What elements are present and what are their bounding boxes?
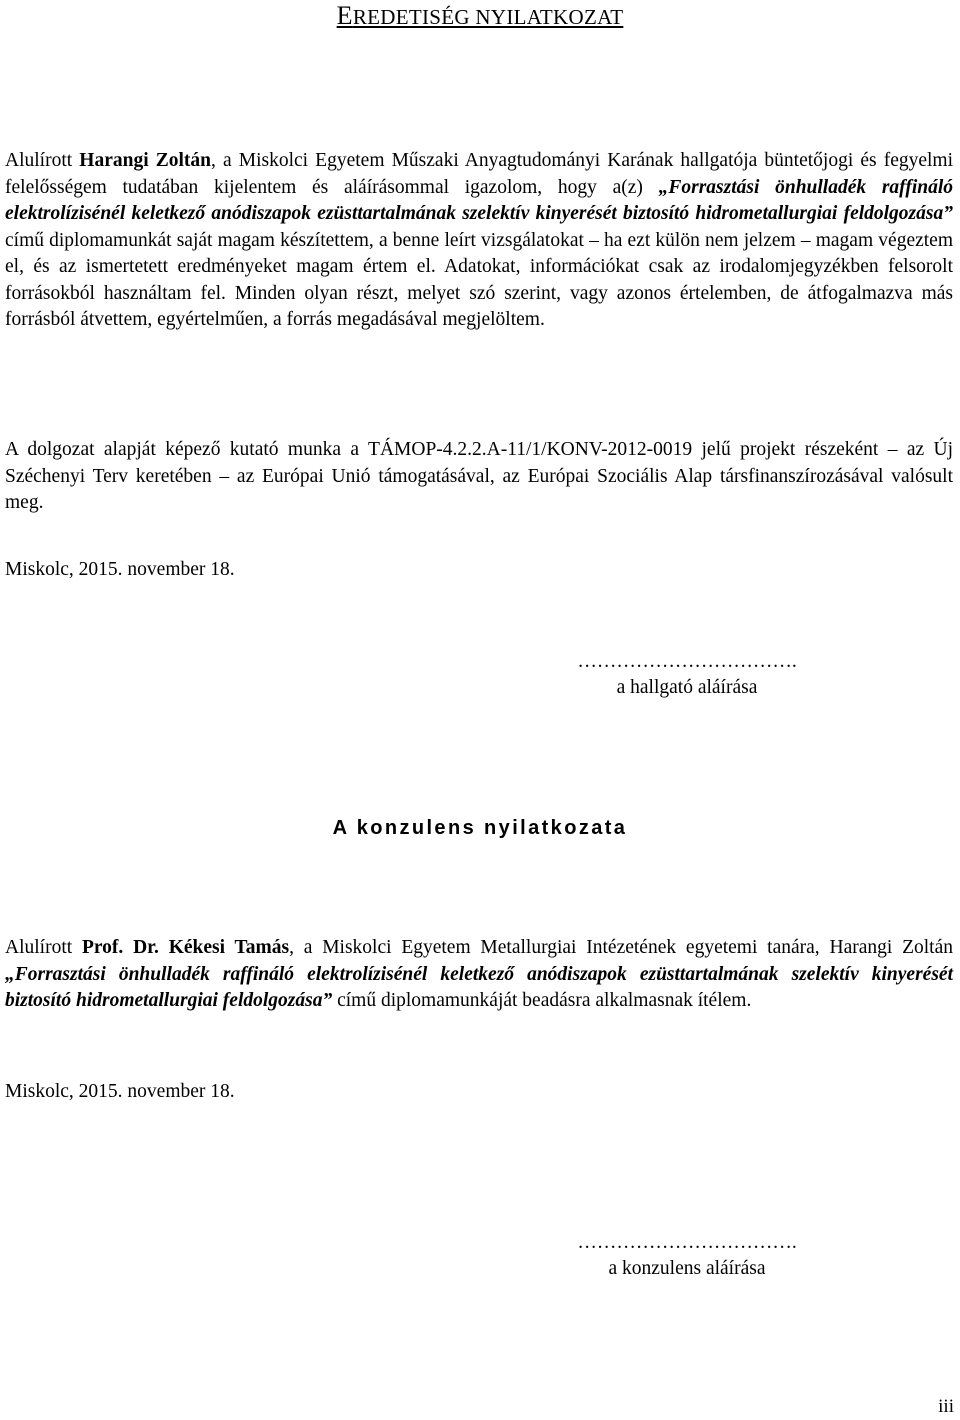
p1-text-a: Alulírott (5, 150, 80, 171)
thesis-title: „Forrasztási önhulladék raffináló elektrolízisénél keletkező anódiszapok ezüsttartalmának szelektív kinyerését biztosító hidrometallurgiai feldolgozása” (5, 176, 953, 224)
consultant-heading: A konzulens nyilatkozata (332, 817, 628, 839)
student-name: Harangi Zoltán (79, 150, 211, 171)
page-number: iii (938, 1396, 954, 1417)
p1-text-c: című diplomamunkát saját magam készítettem, a benne leírt vizsgálatokat – ha ezt külön nem jelzem – magam végeztem el, és az ismertetett eredményeket magam értem el. Adatokat, információkat csak az irodalomjegyzékben felsorolt forrásokból használtam fel. Minden olyan részt, melyet szó szerint, vagy azonos értelemben, de átfogalmazva más forrásból átvettem, egyértelműen, a forrás megadásával megjelöltem. (5, 229, 953, 330)
p3-text-c: című diplomamunkáját beadásra alkalmasnak ítélem. (332, 990, 752, 1011)
title-rest: REDETISÉG NYILATKOZAT (352, 5, 624, 29)
signature-line: ……………………………. (577, 1232, 797, 1253)
thesis-title-consultant: „Forrasztási önhulladék raffináló elektrolízisénél keletkező anódiszapok ezüsttartalmának szelektív kinyerését biztosító hidrometallurgiai feldolgozása” (5, 963, 953, 1011)
title-initial: E (336, 1, 353, 30)
signature-label: a hallgató aláírása (616, 677, 758, 698)
consultant-date: Miskolc, 2015. november 18. (5, 1081, 235, 1102)
student-signature-block (527, 649, 847, 701)
declaration-paragraph (5, 148, 953, 334)
consultant-signature-block (527, 1230, 847, 1282)
signature-label: a konzulens aláírása (608, 1258, 766, 1279)
declaration-title (0, 2, 960, 31)
p3-text-a: Alulírott (5, 937, 82, 958)
p1-text-b: , a Miskolci Egyetem Műszaki Anyagtudományi Karának hallgatója büntetőjogi és fegyelmi felelősségem tudatában kijelentem és aláírásommal igazolom, hogy a(z) (5, 150, 954, 198)
declaration-date: Miskolc, 2015. november 18. (5, 559, 235, 580)
funding-paragraph: A dolgozat alapját képező kutató munka a TÁMOP-4.2.2.A-11/1/KONV-2012-0019 jelű projekt részeként – az Új Széchenyi Terv keretében – az Európai Unió támogatásával, az Európai Szociális Alap társfinanszírozásával valósult meg. (5, 439, 953, 513)
p3-text-b: , a Miskolci Egyetem Metallurgiai Intézetének egyetemi tanára, Harangi Zoltán (289, 937, 953, 958)
signature-line: ……………………………. (577, 651, 797, 672)
consultant-name: Prof. Dr. Kékesi Tamás (81, 937, 290, 958)
consultant-paragraph (5, 935, 953, 1015)
